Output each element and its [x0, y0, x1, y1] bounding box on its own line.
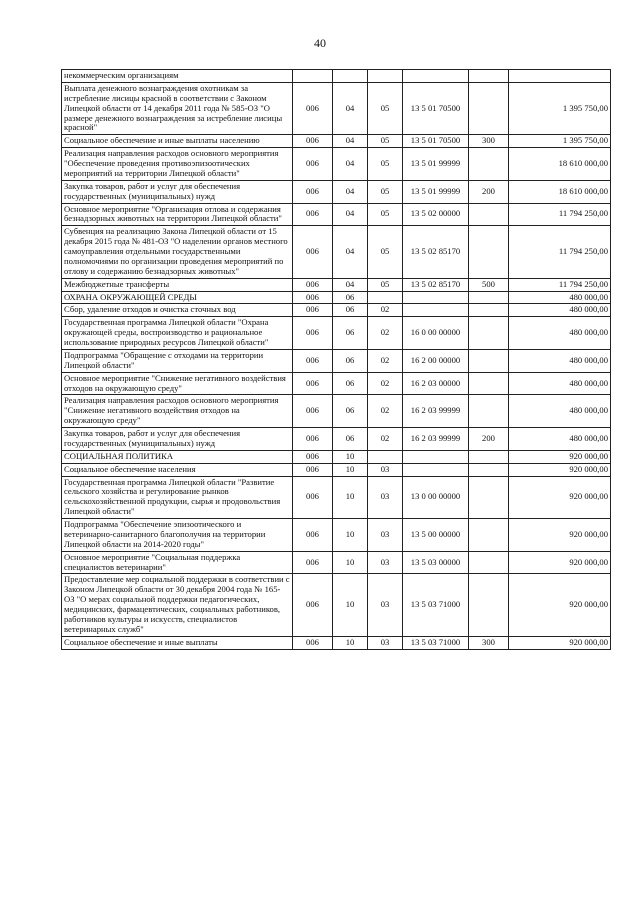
amount-cell: 18 610 000,00 — [509, 148, 611, 181]
amount-cell: 11 794 250,00 — [509, 278, 611, 291]
table-row — [62, 226, 611, 278]
subsection-code-cell — [368, 291, 403, 304]
expense-type-cell — [469, 226, 509, 278]
target-article-cell: 16 2 00 00000 — [403, 349, 469, 372]
expense-type-cell: 500 — [469, 278, 509, 291]
section-code-cell: 10 — [333, 476, 368, 519]
table-row — [62, 551, 611, 574]
subsection-code-cell: 02 — [368, 349, 403, 372]
subsection-code-cell — [368, 70, 403, 83]
item-name-cell: Основное мероприятие "Снижение негативного воздействия отходов на окружающую среду" — [62, 372, 293, 395]
target-article-cell: 16 2 03 99999 — [403, 428, 469, 451]
section-code-cell: 06 — [333, 372, 368, 395]
amount-cell: 920 000,00 — [509, 476, 611, 519]
budget-table-body — [62, 70, 611, 650]
page-number: 40 — [314, 36, 326, 50]
department-code-cell: 006 — [293, 278, 333, 291]
target-article-cell: 13 5 01 70500 — [403, 135, 469, 148]
expense-type-cell: 300 — [469, 636, 509, 649]
subsection-code-cell: 02 — [368, 428, 403, 451]
amount-cell — [509, 70, 611, 83]
department-code-cell: 006 — [293, 476, 333, 519]
subsection-code-cell: 05 — [368, 226, 403, 278]
department-code-cell: 006 — [293, 226, 333, 278]
amount-cell: 1 395 750,00 — [509, 82, 611, 134]
expense-type-cell — [469, 291, 509, 304]
section-code-cell: 06 — [333, 304, 368, 317]
subsection-code-cell: 05 — [368, 203, 403, 226]
target-article-cell: 13 5 03 71000 — [403, 574, 469, 636]
subsection-code-cell: 03 — [368, 476, 403, 519]
expense-type-cell — [469, 349, 509, 372]
target-article-cell — [403, 304, 469, 317]
section-code-cell: 06 — [333, 349, 368, 372]
section-code-cell: 10 — [333, 519, 368, 552]
section-code-cell: 10 — [333, 551, 368, 574]
expense-type-cell: 200 — [469, 180, 509, 203]
amount-cell: 920 000,00 — [509, 574, 611, 636]
item-name-cell: Основное мероприятие "Социальная поддержка специалистов ветеринарии" — [62, 551, 293, 574]
subsection-code-cell: 03 — [368, 519, 403, 552]
subsection-code-cell: 05 — [368, 135, 403, 148]
table-row — [62, 304, 611, 317]
subsection-code-cell: 05 — [368, 148, 403, 181]
subsection-code-cell: 03 — [368, 574, 403, 636]
subsection-code-cell: 02 — [368, 304, 403, 317]
section-code-cell — [333, 70, 368, 83]
item-name-cell: Межбюджетные трансферты — [62, 278, 293, 291]
target-article-cell: 13 5 01 70500 — [403, 82, 469, 134]
section-code-cell: 06 — [333, 428, 368, 451]
department-code-cell: 006 — [293, 82, 333, 134]
subsection-code-cell: 05 — [368, 278, 403, 291]
subsection-code-cell: 03 — [368, 636, 403, 649]
table-row — [62, 180, 611, 203]
table-row — [62, 450, 611, 463]
expense-type-cell — [469, 372, 509, 395]
table-row — [62, 291, 611, 304]
table-row — [62, 82, 611, 134]
table-row — [62, 636, 611, 649]
table-row — [62, 317, 611, 350]
budget-table — [61, 69, 611, 650]
expense-type-cell — [469, 574, 509, 636]
item-name-cell: Основное мероприятие "Организация отлова и содержания безнадзорных животных на территории Липецкой области" — [62, 203, 293, 226]
amount-cell: 1 395 750,00 — [509, 135, 611, 148]
amount-cell: 920 000,00 — [509, 450, 611, 463]
amount-cell: 11 794 250,00 — [509, 203, 611, 226]
item-name-cell: некоммерческим организациям — [62, 70, 293, 83]
department-code-cell: 006 — [293, 519, 333, 552]
target-article-cell — [403, 463, 469, 476]
expense-type-cell: 300 — [469, 135, 509, 148]
department-code-cell — [293, 70, 333, 83]
subsection-code-cell: 03 — [368, 551, 403, 574]
item-name-cell: Социальное обеспечение и иные выплаты — [62, 636, 293, 649]
item-name-cell: Сбор, удаление отходов и очистка сточных вод — [62, 304, 293, 317]
target-article-cell: 16 2 03 00000 — [403, 372, 469, 395]
section-code-cell: 06 — [333, 317, 368, 350]
item-name-cell: Субвенция на реализацию Закона Липецкой области от 15 декабря 2015 года № 481-ОЗ "О наделении органов местного самоуправления отдельными государственными полномочиями по организации проведения мероприятий по отлову и содержанию безнадзорных животных" — [62, 226, 293, 278]
table-row — [62, 428, 611, 451]
subsection-code-cell: 02 — [368, 372, 403, 395]
amount-cell: 11 794 250,00 — [509, 226, 611, 278]
section-code-cell: 04 — [333, 278, 368, 291]
department-code-cell: 006 — [293, 291, 333, 304]
expense-type-cell — [469, 395, 509, 428]
amount-cell: 480 000,00 — [509, 291, 611, 304]
target-article-cell — [403, 70, 469, 83]
item-name-cell: Государственная программа Липецкой области "Развитие сельского хозяйства и регулирование рынков сельскохозяйственной продукции, сырья и продовольствия Липецкой области" — [62, 476, 293, 519]
section-code-cell: 06 — [333, 395, 368, 428]
subsection-code-cell: 02 — [368, 395, 403, 428]
department-code-cell: 006 — [293, 135, 333, 148]
item-name-cell: Государственная программа Липецкой области "Охрана окружающей среды, воспроизводство и рациональное использование природных ресурсов Липецкой области" — [62, 317, 293, 350]
department-code-cell: 006 — [293, 463, 333, 476]
expense-type-cell: 200 — [469, 428, 509, 451]
department-code-cell: 006 — [293, 180, 333, 203]
table-row — [62, 476, 611, 519]
expense-type-cell — [469, 317, 509, 350]
item-name-cell: Социальное обеспечение и иные выплаты населению — [62, 135, 293, 148]
amount-cell: 480 000,00 — [509, 372, 611, 395]
item-name-cell: Подпрограмма "Обращение с отходами на территории Липецкой области" — [62, 349, 293, 372]
table-row — [62, 519, 611, 552]
amount-cell: 920 000,00 — [509, 551, 611, 574]
section-code-cell: 10 — [333, 574, 368, 636]
item-name-cell: Подпрограмма "Обеспечение эпизоотического и ветеринарно-санитарного благополучия на территории Липецкой области на 2014-2020 годы" — [62, 519, 293, 552]
section-code-cell: 04 — [333, 148, 368, 181]
subsection-code-cell: 03 — [368, 463, 403, 476]
subsection-code-cell: 05 — [368, 180, 403, 203]
section-code-cell: 10 — [333, 463, 368, 476]
amount-cell: 480 000,00 — [509, 317, 611, 350]
table-row — [62, 278, 611, 291]
table-row — [62, 463, 611, 476]
target-article-cell: 13 5 03 00000 — [403, 551, 469, 574]
section-code-cell: 04 — [333, 82, 368, 134]
table-row — [62, 574, 611, 636]
department-code-cell: 006 — [293, 372, 333, 395]
section-code-cell: 10 — [333, 636, 368, 649]
target-article-cell: 16 2 03 99999 — [403, 395, 469, 428]
section-code-cell: 04 — [333, 203, 368, 226]
department-code-cell: 006 — [293, 450, 333, 463]
target-article-cell: 13 5 02 85170 — [403, 226, 469, 278]
item-name-cell: Закупка товаров, работ и услуг для обеспечения государственных (муниципальных) нужд — [62, 180, 293, 203]
item-name-cell: Реализация направления расходов основного мероприятия "Снижение негативного воздействия отходов на окружающую среду" — [62, 395, 293, 428]
section-code-cell: 04 — [333, 135, 368, 148]
item-name-cell: ОХРАНА ОКРУЖАЮЩЕЙ СРЕДЫ — [62, 291, 293, 304]
target-article-cell: 13 5 02 85170 — [403, 278, 469, 291]
amount-cell: 480 000,00 — [509, 349, 611, 372]
item-name-cell: СОЦИАЛЬНАЯ ПОЛИТИКА — [62, 450, 293, 463]
target-article-cell: 13 5 03 71000 — [403, 636, 469, 649]
expense-type-cell — [469, 148, 509, 181]
section-code-cell: 04 — [333, 180, 368, 203]
table-row — [62, 148, 611, 181]
item-name-cell: Предоставление мер социальной поддержки в соответствии с Законом Липецкой области от 30 декабря 2004 года № 165-ОЗ "О мерах социальной поддержки педагогических, медицинских, фармацевтических, социальных работников, работников культуры и искусств, специалистов ветеринарных служб" — [62, 574, 293, 636]
target-article-cell: 13 5 00 00000 — [403, 519, 469, 552]
item-name-cell: Выплата денежного вознаграждения охотникам за истребление лисицы красной в соответствии с Законом Липецкой области от 14 декабря 2011 года № 585-ОЗ "О размере денежного вознаграждения за истребление лисицы красной" — [62, 82, 293, 134]
table-row — [62, 135, 611, 148]
amount-cell: 480 000,00 — [509, 304, 611, 317]
target-article-cell: 13 5 01 99999 — [403, 180, 469, 203]
target-article-cell: 13 0 00 00000 — [403, 476, 469, 519]
item-name-cell: Реализация направления расходов основного мероприятия "Обеспечение проведения противоэпизоотических мероприятий на территории Липецкой области" — [62, 148, 293, 181]
department-code-cell: 006 — [293, 636, 333, 649]
amount-cell: 18 610 000,00 — [509, 180, 611, 203]
expense-type-cell — [469, 450, 509, 463]
expense-type-cell — [469, 203, 509, 226]
expense-type-cell — [469, 476, 509, 519]
item-name-cell: Закупка товаров, работ и услуг для обеспечения государственных (муниципальных) нужд — [62, 428, 293, 451]
expense-type-cell — [469, 304, 509, 317]
department-code-cell: 006 — [293, 349, 333, 372]
amount-cell: 920 000,00 — [509, 519, 611, 552]
amount-cell: 480 000,00 — [509, 428, 611, 451]
table-row — [62, 349, 611, 372]
department-code-cell: 006 — [293, 304, 333, 317]
section-code-cell: 06 — [333, 291, 368, 304]
table-row — [62, 203, 611, 226]
section-code-cell: 04 — [333, 226, 368, 278]
department-code-cell: 006 — [293, 203, 333, 226]
table-row — [62, 372, 611, 395]
amount-cell: 920 000,00 — [509, 636, 611, 649]
expense-type-cell — [469, 463, 509, 476]
target-article-cell — [403, 291, 469, 304]
department-code-cell: 006 — [293, 317, 333, 350]
table-row — [62, 70, 611, 83]
expense-type-cell — [469, 519, 509, 552]
target-article-cell — [403, 450, 469, 463]
department-code-cell: 006 — [293, 395, 333, 428]
department-code-cell: 006 — [293, 574, 333, 636]
subsection-code-cell — [368, 450, 403, 463]
amount-cell: 480 000,00 — [509, 395, 611, 428]
expense-type-cell — [469, 82, 509, 134]
subsection-code-cell: 05 — [368, 82, 403, 134]
target-article-cell: 16 0 00 00000 — [403, 317, 469, 350]
department-code-cell: 006 — [293, 428, 333, 451]
expense-type-cell — [469, 551, 509, 574]
section-code-cell: 10 — [333, 450, 368, 463]
target-article-cell: 13 5 01 99999 — [403, 148, 469, 181]
subsection-code-cell: 02 — [368, 317, 403, 350]
department-code-cell: 006 — [293, 551, 333, 574]
table-row — [62, 395, 611, 428]
target-article-cell: 13 5 02 00000 — [403, 203, 469, 226]
amount-cell: 920 000,00 — [509, 463, 611, 476]
item-name-cell: Социальное обеспечение населения — [62, 463, 293, 476]
expense-type-cell — [469, 70, 509, 83]
department-code-cell: 006 — [293, 148, 333, 181]
